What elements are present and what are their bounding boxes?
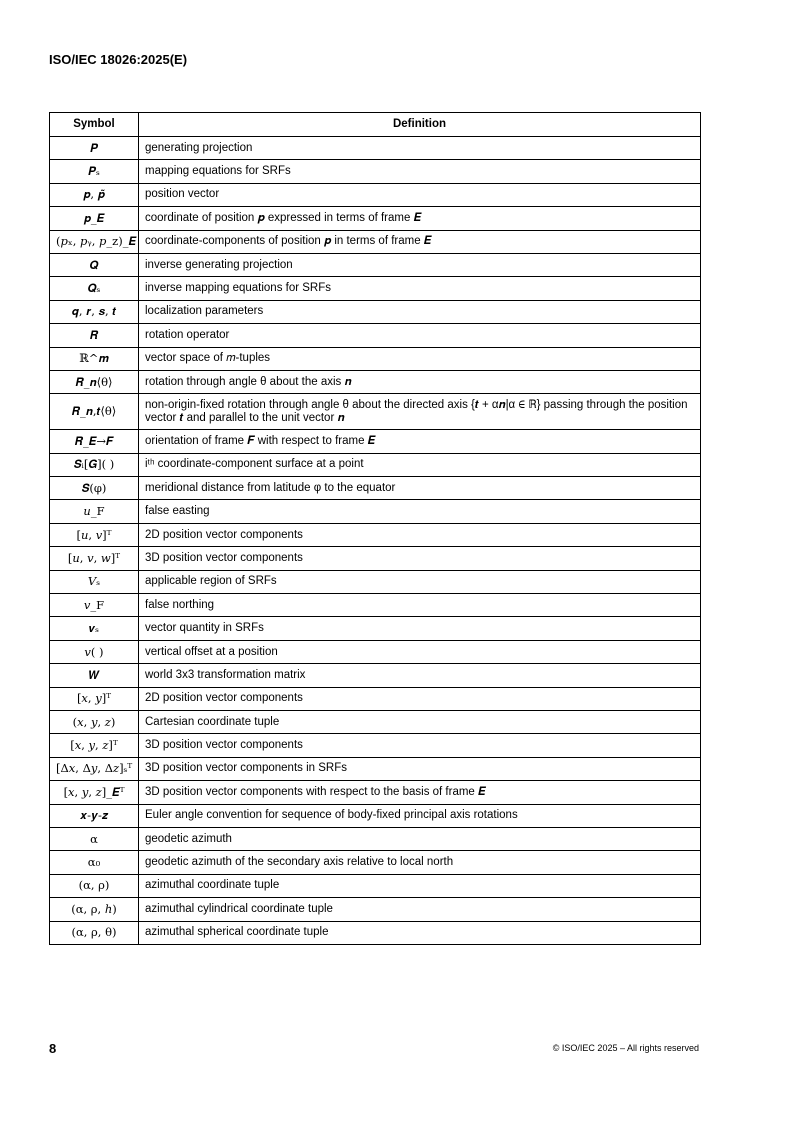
definition-cell: vector quantity in SRFs	[139, 617, 701, 640]
definition-cell: 3D position vector components	[139, 547, 701, 570]
symbol-cell: (α, ρ, θ)	[50, 921, 139, 944]
definition-cell: non-origin-fixed rotation through angle θ about the directed axis {𝒕 + α𝒏|α ∈ ℝ} passing through the position vector 𝒕 and parallel to the unit vector 𝒏	[139, 394, 701, 430]
table-row	[50, 370, 701, 393]
symbol-cell: [𝑥, 𝑦]ᵀ	[50, 687, 139, 710]
symbol-column-header: Symbol	[50, 113, 139, 137]
symbol-cell: [𝑥, 𝑦, 𝑧]_𝑬ᵀ	[50, 781, 139, 804]
definition-cell: 2D position vector components	[139, 687, 701, 710]
table-row	[50, 477, 701, 500]
symbol-cell: (𝑝ₓ, 𝑝ᵧ, 𝑝_z)_𝑬	[50, 230, 139, 253]
definition-cell: coordinate-components of position 𝒑 in terms of frame 𝑬	[139, 230, 701, 253]
definition-cell: false northing	[139, 594, 701, 617]
symbol-cell: 𝑣( )	[50, 640, 139, 663]
symbol-cell: 𝑢_F	[50, 500, 139, 523]
definition-cell: inverse mapping equations for SRFs	[139, 277, 701, 300]
definition-cell: Cartesian coordinate tuple	[139, 710, 701, 733]
definition-cell: azimuthal cylindrical coordinate tuple	[139, 898, 701, 921]
symbol-cell: (α, ρ)	[50, 874, 139, 897]
table-row	[50, 183, 701, 206]
definition-cell: rotation through angle θ about the axis 𝒏	[139, 370, 701, 393]
definition-cell: 3D position vector components in SRFs	[139, 757, 701, 780]
definition-cell: mapping equations for SRFs	[139, 160, 701, 183]
symbol-cell: 𝒗ₛ	[50, 617, 139, 640]
table-row	[50, 160, 701, 183]
symbol-cell: [Δ𝑥, Δ𝑦, Δ𝑧]ₛᵀ	[50, 757, 139, 780]
definition-cell: azimuthal spherical coordinate tuple	[139, 921, 701, 944]
table-row	[50, 277, 701, 300]
definition-cell: Euler angle convention for sequence of body-fixed principal axis rotations	[139, 804, 701, 827]
definition-cell: applicable region of SRFs	[139, 570, 701, 593]
definition-cell: vertical offset at a position	[139, 640, 701, 663]
definition-cell: azimuthal coordinate tuple	[139, 874, 701, 897]
table-row	[50, 664, 701, 687]
symbol-cell: 𝑹	[50, 324, 139, 347]
table-row	[50, 324, 701, 347]
table-row	[50, 500, 701, 523]
symbol-cell: (α, ρ, ℎ)	[50, 898, 139, 921]
definition-cell: coordinate of position 𝒑 expressed in terms of frame 𝑬	[139, 207, 701, 230]
table-header-row	[50, 113, 701, 137]
symbol-cell: 𝒑, 𝒑̃	[50, 183, 139, 206]
definition-cell: 3D position vector components	[139, 734, 701, 757]
symbol-cell: α₀	[50, 851, 139, 874]
definition-cell: world 3x3 transformation matrix	[139, 664, 701, 687]
page-number: 8	[49, 1041, 57, 1056]
definition-cell: geodetic azimuth	[139, 827, 701, 850]
definition-cell: orientation of frame 𝑭 with respect to frame 𝑬	[139, 430, 701, 453]
symbol-cell: [𝑢, 𝑣]ᵀ	[50, 523, 139, 546]
table-row	[50, 523, 701, 546]
table-row	[50, 430, 701, 453]
symbol-cell: 𝒑_𝑬	[50, 207, 139, 230]
symbol-cell: 𝑸	[50, 253, 139, 276]
symbol-cell: 𝑷ₛ	[50, 160, 139, 183]
table-row	[50, 687, 701, 710]
symbol-cell: 𝑾	[50, 664, 139, 687]
symbol-cell: α	[50, 827, 139, 850]
definition-cell: rotation operator	[139, 324, 701, 347]
symbol-cell: ℝ^𝒎	[50, 347, 139, 370]
table-body	[50, 137, 701, 945]
symbol-cell: [𝑥, 𝑦, 𝑧]ᵀ	[50, 734, 139, 757]
table-row	[50, 898, 701, 921]
table-row	[50, 781, 701, 804]
table-row	[50, 570, 701, 593]
table-row	[50, 394, 701, 430]
definition-column-header: Definition	[139, 113, 701, 137]
table-row	[50, 827, 701, 850]
symbol-cell: 𝒙-𝒚-𝒛	[50, 804, 139, 827]
table-row	[50, 617, 701, 640]
symbols-table	[49, 112, 701, 945]
definition-cell: localization parameters	[139, 300, 701, 323]
symbol-cell: 𝑣_F	[50, 594, 139, 617]
symbol-cell: 𝑺(φ)	[50, 477, 139, 500]
definition-cell: false easting	[139, 500, 701, 523]
table-row	[50, 710, 701, 733]
table-row	[50, 300, 701, 323]
definition-cell: 2D position vector components	[139, 523, 701, 546]
definition-cell: inverse generating projection	[139, 253, 701, 276]
symbol-cell: 𝒒, 𝒓, 𝒔, 𝒕	[50, 300, 139, 323]
table-row	[50, 137, 701, 160]
symbol-cell: 𝑹_𝒏⟨θ⟩	[50, 370, 139, 393]
table-row	[50, 453, 701, 476]
definition-cell: 3D position vector components with respect to the basis of frame 𝑬	[139, 781, 701, 804]
definition-cell: position vector	[139, 183, 701, 206]
symbol-cell: 𝑷	[50, 137, 139, 160]
table-row	[50, 851, 701, 874]
definition-cell: vector space of 𝑚-tuples	[139, 347, 701, 370]
symbol-cell: [𝑢, 𝑣, 𝑤]ᵀ	[50, 547, 139, 570]
symbol-cell: 𝑹_𝒏,𝒕⟨θ⟩	[50, 394, 139, 430]
table-row	[50, 874, 701, 897]
symbol-cell: 𝑸ₛ	[50, 277, 139, 300]
table-row	[50, 594, 701, 617]
table-row	[50, 253, 701, 276]
symbol-cell: 𝑹_𝑬→𝑭	[50, 430, 139, 453]
document-id: ISO/IEC 18026:2025(E)	[49, 52, 188, 67]
table-row	[50, 207, 701, 230]
definition-cell: geodetic azimuth of the secondary axis relative to local north	[139, 851, 701, 874]
table-row	[50, 547, 701, 570]
copyright-notice: © ISO/IEC 2025 – All rights reserved	[552, 1043, 699, 1053]
table-row	[50, 640, 701, 663]
table-row	[50, 734, 701, 757]
table-row	[50, 230, 701, 253]
table-row	[50, 347, 701, 370]
symbol-cell: 𝑉ₛ	[50, 570, 139, 593]
definition-cell: iᵗʰ coordinate-component surface at a point	[139, 453, 701, 476]
definition-cell: meridional distance from latitude φ to the equator	[139, 477, 701, 500]
symbol-cell: 𝑺ᵢ[𝑮]( )	[50, 453, 139, 476]
symbol-cell: (𝑥, 𝑦, 𝑧)	[50, 710, 139, 733]
table-row	[50, 921, 701, 944]
table-row	[50, 804, 701, 827]
definition-cell: generating projection	[139, 137, 701, 160]
table-row	[50, 757, 701, 780]
